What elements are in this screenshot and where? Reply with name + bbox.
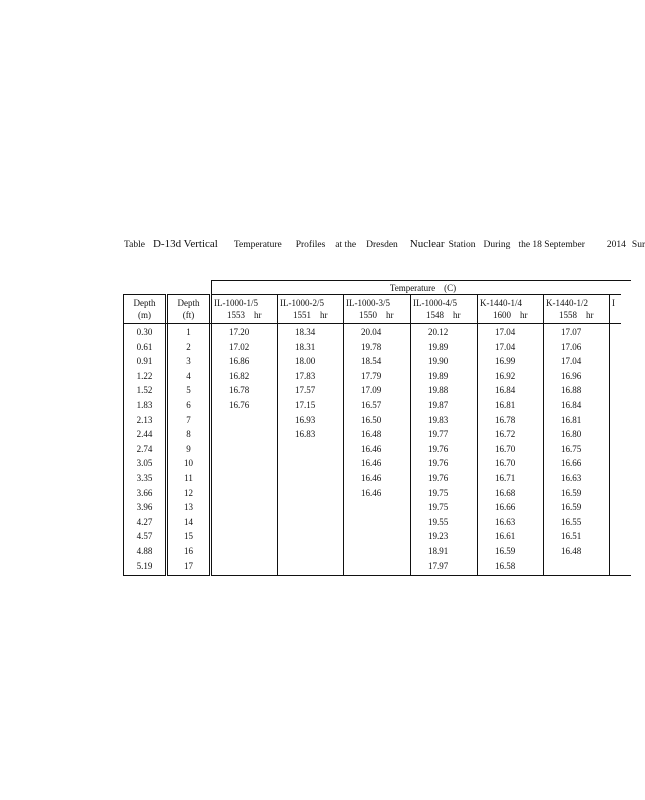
temperature-cell: 17.79 <box>361 370 382 381</box>
caption-word: Station <box>448 240 476 250</box>
temperature-cell: 19.76 <box>428 473 449 483</box>
temperature-cell: 16.46 <box>361 443 382 454</box>
temperature-cell: 16.83 <box>295 429 316 440</box>
temperature-cell: 16.48 <box>361 429 382 440</box>
caption-word: Temperature <box>233 240 282 250</box>
temperature-cell: 16.84 <box>495 385 516 396</box>
depth-m-cell: 1.52 <box>136 385 153 396</box>
depth-ft-cell: 9 <box>186 443 191 454</box>
temperature-cell: 19.88 <box>428 385 449 396</box>
caption-word: Dresden <box>366 240 398 250</box>
temperature-cell: 19.78 <box>361 341 382 352</box>
temperature-cell: 19.76 <box>428 443 449 454</box>
temperature-cell: 16.75 <box>561 443 582 454</box>
depth-ft-cell: 17 <box>184 560 193 571</box>
temperature-cell: 16.71 <box>495 473 516 483</box>
temperature-cell: 16.86 <box>229 356 250 367</box>
column-unit-header: hr <box>453 310 461 320</box>
column-station-header: IL-1000-4/5 <box>413 298 457 308</box>
temperature-cell: 19.90 <box>428 356 449 367</box>
depth-m-cell: 1.22 <box>136 370 153 381</box>
temperature-cell: 16.59 <box>495 546 516 556</box>
temperature-cell: 17.57 <box>295 385 316 396</box>
temperature-cell: 18.91 <box>428 546 449 556</box>
temperature-cell: 16.46 <box>361 487 382 498</box>
temperature-cell: 17.20 <box>229 327 250 337</box>
column-time-header: 1550 <box>359 310 377 320</box>
depth-m-cell: 4.27 <box>136 516 153 527</box>
temperature-cell: 17.97 <box>428 560 449 571</box>
depth-ft-cell: 15 <box>184 531 193 542</box>
temperature-cell: 16.82 <box>229 370 250 381</box>
temperature-cell: 18.54 <box>361 356 382 367</box>
depth-ft-header <box>167 297 210 321</box>
temperature-cell: 16.70 <box>495 458 516 469</box>
caption-word: the 18 September <box>518 240 585 250</box>
temperature-cell: 16.68 <box>495 487 516 498</box>
temperature-cell: 16.57 <box>361 400 382 410</box>
depth-ft-cell: 11 <box>184 473 193 483</box>
depth-ft-cell: 2 <box>186 341 191 352</box>
temperature-cell: 16.76 <box>229 400 250 410</box>
temperature-cell: 20.12 <box>428 327 449 337</box>
depth-m-cell: 3.66 <box>136 487 153 498</box>
temperature-cell: 17.83 <box>295 370 316 381</box>
temperature-cell: 19.89 <box>428 370 449 381</box>
temperature-cell: 16.96 <box>561 370 582 381</box>
temperature-cell: 16.99 <box>495 356 516 367</box>
temperature-cell: 16.88 <box>561 385 582 396</box>
temperature-cell: 16.66 <box>495 502 516 513</box>
column-station-header: IL-1000-1/5 <box>214 298 258 308</box>
column-station-header: IL-1000-2/5 <box>280 298 324 308</box>
temperature-cell: 17.04 <box>495 327 516 337</box>
temperature-cell: 18.31 <box>295 341 316 352</box>
temperature-cell: 19.77 <box>428 429 449 440</box>
temperature-cell: 16.70 <box>495 443 516 454</box>
column-unit-header: hr <box>520 310 528 320</box>
depth-ft-cell: 10 <box>184 458 193 469</box>
depth-m-cell: 3.05 <box>136 458 153 469</box>
depth-m-header-line2: (m) <box>138 310 151 320</box>
temperature-cell: 16.46 <box>361 458 382 469</box>
temperature-cell: 19.83 <box>428 414 449 425</box>
depth-ft-header-line2: (ft) <box>182 310 195 320</box>
temperature-cell: 19.75 <box>428 487 449 498</box>
depth-ft-header-line1: Depth <box>177 298 200 308</box>
depth-m-cell: 4.88 <box>136 546 153 556</box>
caption-word: Sur <box>631 240 645 250</box>
column-station-header: K-1440-1/4 <box>480 298 522 308</box>
temperature-cell: 18.34 <box>295 327 316 337</box>
temperature-cell: 19.89 <box>428 341 449 352</box>
temperature-cell: 17.07 <box>561 327 582 337</box>
depth-ft-cell: 3 <box>186 356 191 367</box>
group-header: Temperature (C) <box>389 283 457 293</box>
temperature-cell: 17.06 <box>561 341 582 352</box>
depth-ft-cell: 13 <box>184 502 193 513</box>
temperature-cell: 20.04 <box>361 327 382 337</box>
depth-m-cell: 0.91 <box>136 356 153 367</box>
depth-ft-cell: 16 <box>184 546 193 556</box>
depth-ft-cell: 6 <box>186 400 191 410</box>
column-unit-header: hr <box>586 310 594 320</box>
depth-m-cell: 0.30 <box>136 327 153 337</box>
temperature-cell: 19.55 <box>428 516 449 527</box>
temperature-cell: 17.04 <box>495 341 516 352</box>
column-time-header: 1553 <box>227 310 245 320</box>
depth-m-cell: 5.19 <box>136 560 153 571</box>
temperature-cell: 16.46 <box>361 473 382 483</box>
column-station-header: IL-1000-3/5 <box>346 298 390 308</box>
temperature-cell: 16.58 <box>495 560 516 571</box>
temperature-cell: 16.61 <box>495 531 516 542</box>
temperature-cell: 16.59 <box>561 502 582 513</box>
temperature-cell: 16.81 <box>561 414 582 425</box>
temperature-cell: 17.15 <box>295 400 316 410</box>
temperature-cell: 18.00 <box>295 356 316 367</box>
temperature-cell: 16.92 <box>495 370 516 381</box>
depth-m-cell: 2.13 <box>136 414 153 425</box>
temperature-cell: 17.02 <box>229 341 250 352</box>
caption-word: Nuclear <box>409 238 445 250</box>
depth-ft-cell: 12 <box>184 487 193 498</box>
temperature-cell: 16.84 <box>561 400 582 410</box>
temperature-cell: 16.63 <box>561 473 582 483</box>
depth-ft-cell: 5 <box>186 385 191 396</box>
caption-word: Table <box>124 240 145 250</box>
temperature-cell: 19.75 <box>428 502 449 513</box>
temperature-cell: 16.78 <box>495 414 516 425</box>
temperature-cell: 19.23 <box>428 531 449 542</box>
caption-word: D-13d Vertical <box>152 238 218 250</box>
column-unit-header: hr <box>386 310 394 320</box>
depth-m-cell: 4.57 <box>136 531 153 542</box>
caption-word: During <box>483 240 511 250</box>
temperature-cell: 19.76 <box>428 458 449 469</box>
depth-m-cell: 2.44 <box>136 429 153 440</box>
column-time-header: 1600 <box>493 310 511 320</box>
caption-word: 2014 <box>606 240 626 250</box>
temperature-cell: 16.50 <box>361 414 382 425</box>
depth-ft-cell: 4 <box>186 370 191 381</box>
temperature-cell: 16.66 <box>561 458 582 469</box>
temperature-cell: 16.63 <box>495 516 516 527</box>
temperature-cell: 17.04 <box>561 356 582 367</box>
caption-word: at the <box>335 240 357 250</box>
header-bottom-rule <box>123 323 621 324</box>
temperature-cell: 17.09 <box>361 385 382 396</box>
caption-word: Profiles <box>295 240 326 250</box>
column-station-header: I <box>612 298 615 308</box>
temperature-cell: 16.93 <box>295 414 316 425</box>
depth-ft-cell: 1 <box>186 327 191 337</box>
temperature-cell: 16.51 <box>561 531 582 542</box>
temperature-cell: 16.48 <box>561 546 582 556</box>
depth-m-cell: 1.83 <box>136 400 153 410</box>
column-station-header: K-1440-1/2 <box>546 298 588 308</box>
temperature-cell: 16.81 <box>495 400 516 410</box>
table-caption <box>124 238 645 250</box>
depth-m-cell: 3.96 <box>136 502 153 513</box>
depth-ft-cell: 7 <box>186 414 191 425</box>
temperature-cell: 19.87 <box>428 400 449 410</box>
temperature-cell: 16.55 <box>561 516 582 527</box>
temperature-cell: 16.80 <box>561 429 582 440</box>
depth-ft-cell: 8 <box>186 429 191 440</box>
temperature-cell: 16.59 <box>561 487 582 498</box>
depth-m-cell: 0.61 <box>136 341 153 352</box>
column-unit-header: hr <box>320 310 328 320</box>
column-time-header: 1551 <box>293 310 311 320</box>
column-unit-header: hr <box>254 310 262 320</box>
depth-ft-cell: 14 <box>184 516 193 527</box>
temperature-cell: 16.78 <box>229 385 250 396</box>
column-time-header: 1558 <box>559 310 577 320</box>
column-time-header: 1548 <box>426 310 444 320</box>
depth-m-cell: 3.35 <box>136 473 153 483</box>
group-header-rule <box>211 294 621 295</box>
temperature-cell: 16.72 <box>495 429 516 440</box>
depth-m-cell: 2.74 <box>136 443 153 454</box>
depth-m-header <box>123 297 166 321</box>
depth-m-header-line1: Depth <box>133 298 156 308</box>
